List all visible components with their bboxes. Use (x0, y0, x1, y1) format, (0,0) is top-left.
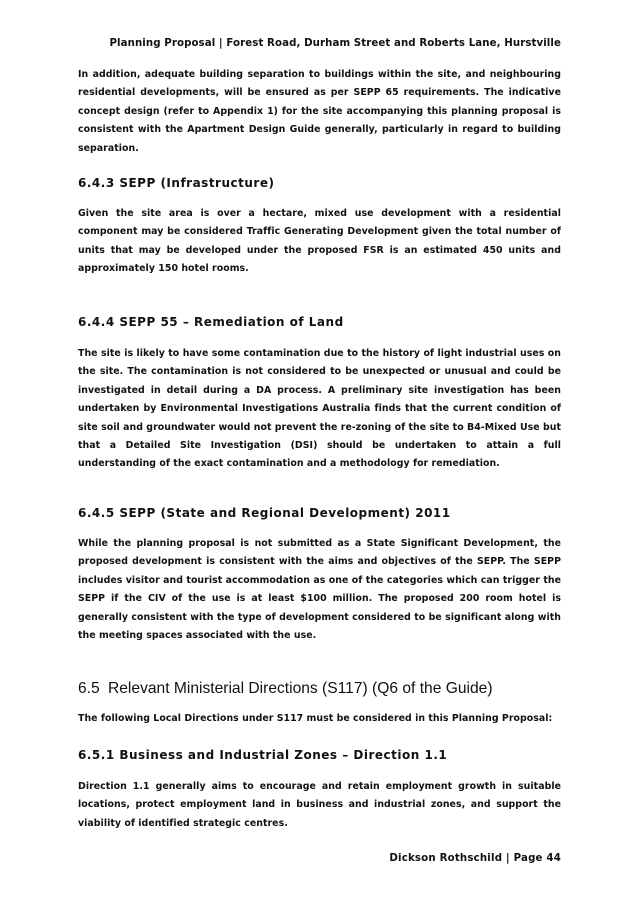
intro-paragraph: In addition, adequate building separation to buildings within the site, and neighbouring residential developments, will be ensured as per SEPP 65 requirements. The indicative concept design (refer to Appendix 1) for the site accompanying this planning proposal is consistent with the Apartment Design Guide generally, particularly in regard to building separation. (78, 69, 561, 154)
section-6-4-3 (78, 176, 561, 190)
section-paragraph: Given the site area is over a hectare, mixed use development with a residential component may be considered Traffic Generating Development given the total number of units that may be developed under the proposed FSR is an estimated 450 units and approximately 150 hotel rooms. (78, 208, 561, 275)
section-number: 6.5 (78, 680, 100, 697)
section-6-4-5 (78, 506, 561, 520)
section-paragraph: The site is likely to have some contamination due to the history of light industrial uses on the site. The contamination is not considered to be unexpected or unusual and could be investigated in detail during a DA process. A preliminary site investigation has been undertaken by Environmental Investigations Australia finds that the current condition of site soil and groundwater would not prevent the re-zoning of the site to B4-Mixed Use but that a Detailed Site Investigation (DSI) should be undertaken to attain a full understanding of the exact contamination and a methodology for remediation. (78, 348, 561, 470)
section-6-4-5-body (78, 535, 561, 645)
section-heading: 6.4.4 SEPP 55 – Remediation of Land (78, 315, 344, 329)
section-6-4-3-body (78, 205, 561, 279)
section-6-5-heading (78, 680, 561, 698)
section-title: Relevant Ministerial Directions (S117) (Q6 of the Guide) (108, 680, 493, 697)
running-header: Planning Proposal | Forest Road, Durham Street and Roberts Lane, Hurstville (109, 38, 561, 49)
running-footer: Dickson Rothschild | Page 44 (389, 853, 561, 864)
section-6-4-4-body (78, 345, 561, 474)
section-heading: 6.4.3 SEPP (Infrastructure) (78, 176, 275, 190)
section-6-5 (78, 680, 561, 698)
section-6-5-1-body (78, 778, 561, 833)
section-6-4-4 (78, 315, 561, 329)
section-heading: 6.5.1 Business and Industrial Zones – Direction 1.1 (78, 748, 448, 762)
section-heading: 6.4.5 SEPP (State and Regional Development) 2011 (78, 506, 451, 520)
section-paragraph: While the planning proposal is not submitted as a State Significant Development, the proposed development is consistent with the aims and objectives of the SEPP. The SEPP includes visitor and tourist accommodation as one of the categories which can trigger the SEPP if the CIV of the use is at least $100 million. The proposed 200 room hotel is generally consistent with the type of development considered to be significant along with the meeting spaces associated with the use. (78, 538, 561, 642)
section-paragraph: Direction 1.1 generally aims to encourage and retain employment growth in suitable locations, protect employment land in business and industrial zones, and support the viability of identified strategic centres. (78, 781, 561, 829)
section-6-5-1 (78, 748, 561, 762)
section-6-5-intro (78, 710, 561, 728)
section-6-5-intro-paragraph: The following Local Directions under S117 must be considered in this Planning Proposal: (78, 713, 553, 724)
intro-section (78, 66, 561, 158)
